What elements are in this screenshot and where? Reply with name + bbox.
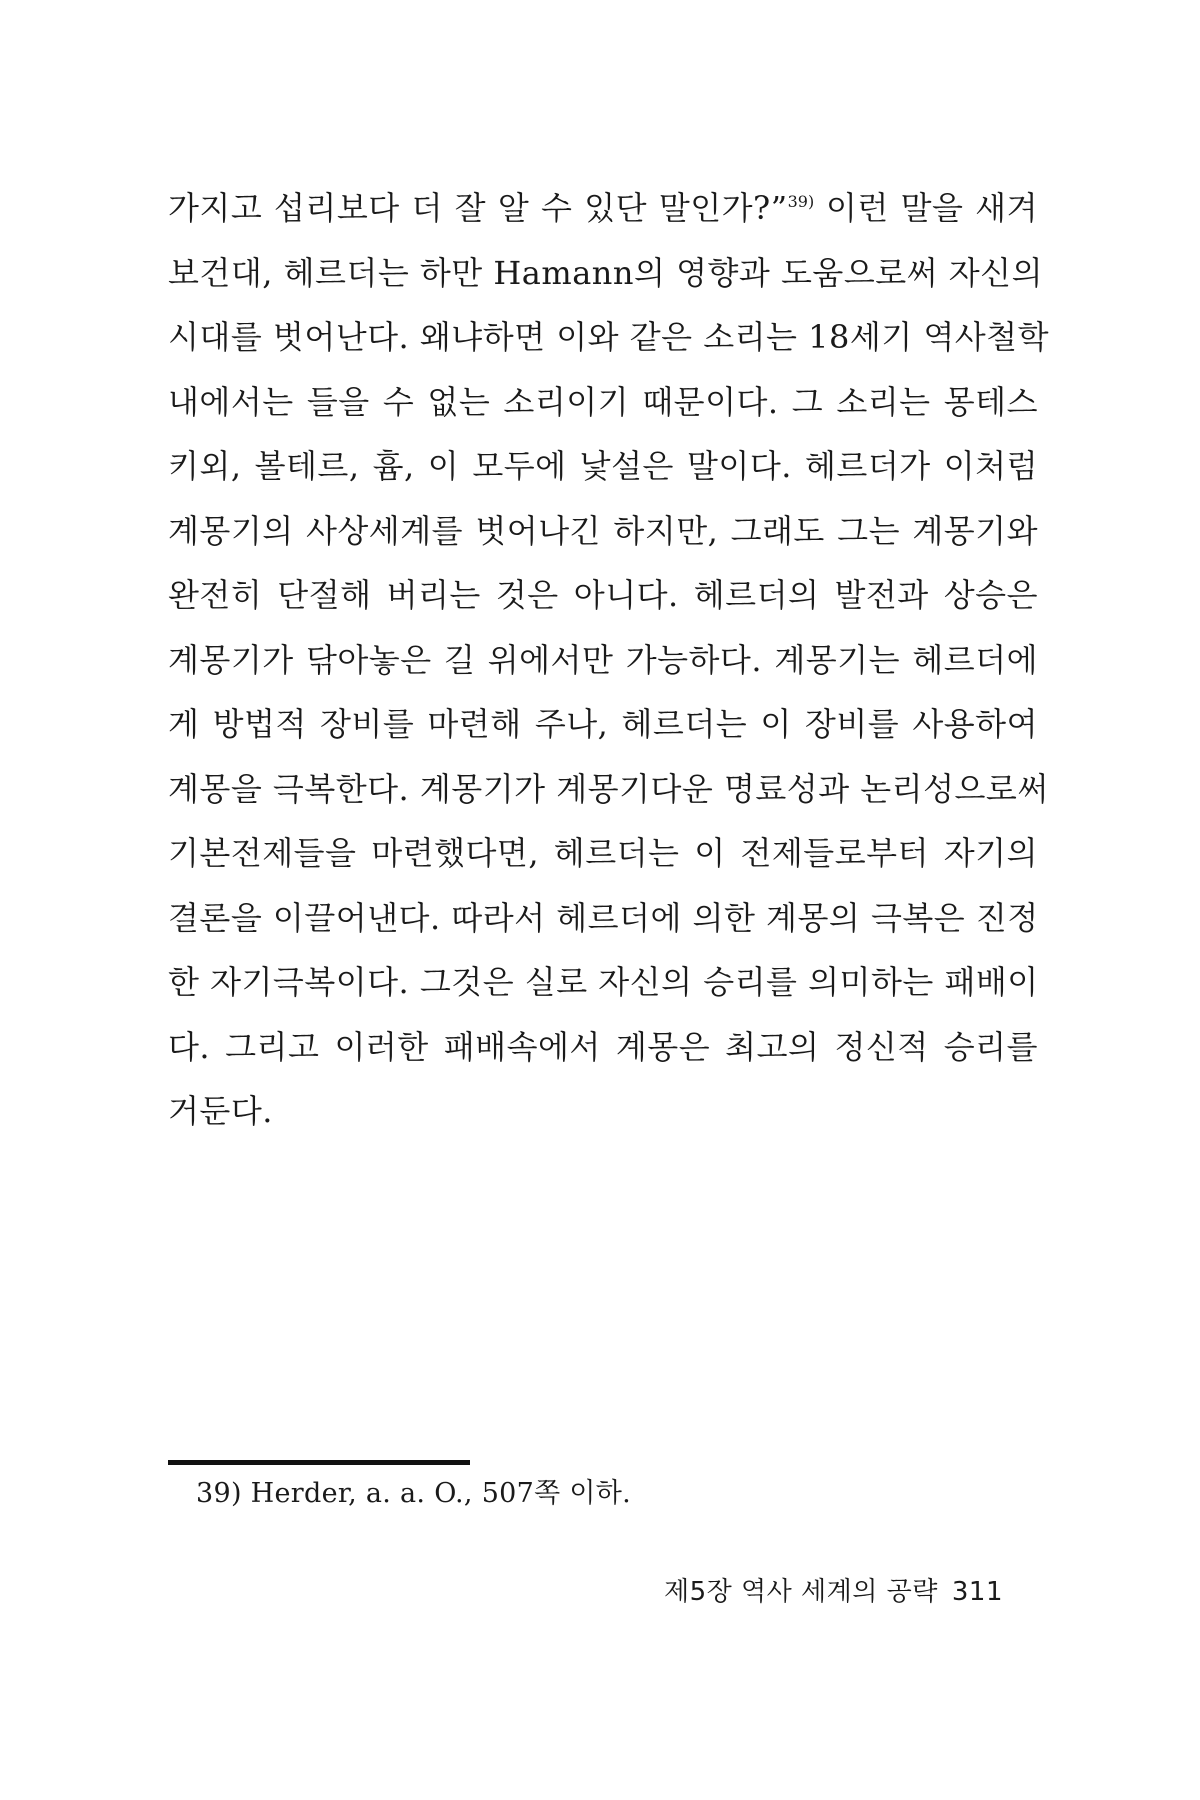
text-line: 시대를 벗어난다. 왜냐하면 이와 같은 소리는 18세기 역사철학 <box>168 318 1049 356</box>
running-footer <box>664 1572 1003 1612</box>
chapter-title: 제5장 역사 세계의 공략 <box>663 1577 938 1607</box>
text-line: 다. 그리고 이러한 패배속에서 계몽은 최고의 정신적 승리를 <box>168 1027 1038 1066</box>
footnote-reference[interactable]: 39) <box>787 192 815 211</box>
text-line: 게 방법적 장비를 마련해 주나, 헤르더는 이 장비를 사용하여 <box>168 705 1038 743</box>
text-line: 가지고 섭리보다 더 잘 알 수 있단 말인가?”$^{39)}$ 이런 말을 새겨 <box>168 189 1038 227</box>
text-line: 결론을 이끌어낸다. 따라서 헤르더에 의한 계몽의 극복은 진정 <box>168 898 1039 937</box>
text-line: 키외, 볼테르, 흄, 이 모두에 낯설은 말이다. 헤르더가 이처럼 <box>168 447 1038 485</box>
text-line: 계몽기가 닦아놓은 길 위에서만 가능하다. 계몽기는 헤르더에 <box>168 640 1038 679</box>
text-line: 완전히 단절해 버리는 것은 아니다. 헤르더의 발전과 상승은 <box>168 576 1038 614</box>
text-line: 계몽기의 사상세계를 벗어나긴 하지만, 그래도 그는 계몽기와 <box>168 511 1038 550</box>
footnote-39: 39) Herder, a. a. O., 507쪽 이하. <box>196 1478 632 1509</box>
text-line: 기본전제들을 마련했다면, 헤르더는 이 전제들로부터 자기의 <box>168 834 1038 872</box>
text-line: 계몽을 극복한다. 계몽기가 계몽기다운 명료성과 논리성으로써 <box>168 769 1049 808</box>
page-number: 311 <box>951 1577 1003 1607</box>
text-line: 한 자기극복이다. 그것은 실로 자신의 승리를 의미하는 패배이 <box>168 963 1039 1001</box>
text-line: 보건대, 헤르더는 하만 Hamann의 영향과 도움으로써 자신의 <box>168 253 1043 292</box>
text-line: 내에서는 들을 수 없는 소리이기 때문이다. 그 소리는 몽테스 <box>168 382 1038 421</box>
text-line: 거둔다. <box>168 1092 273 1130</box>
footnote-divider <box>168 1460 470 1465</box>
body-paragraph <box>168 176 1049 1144</box>
